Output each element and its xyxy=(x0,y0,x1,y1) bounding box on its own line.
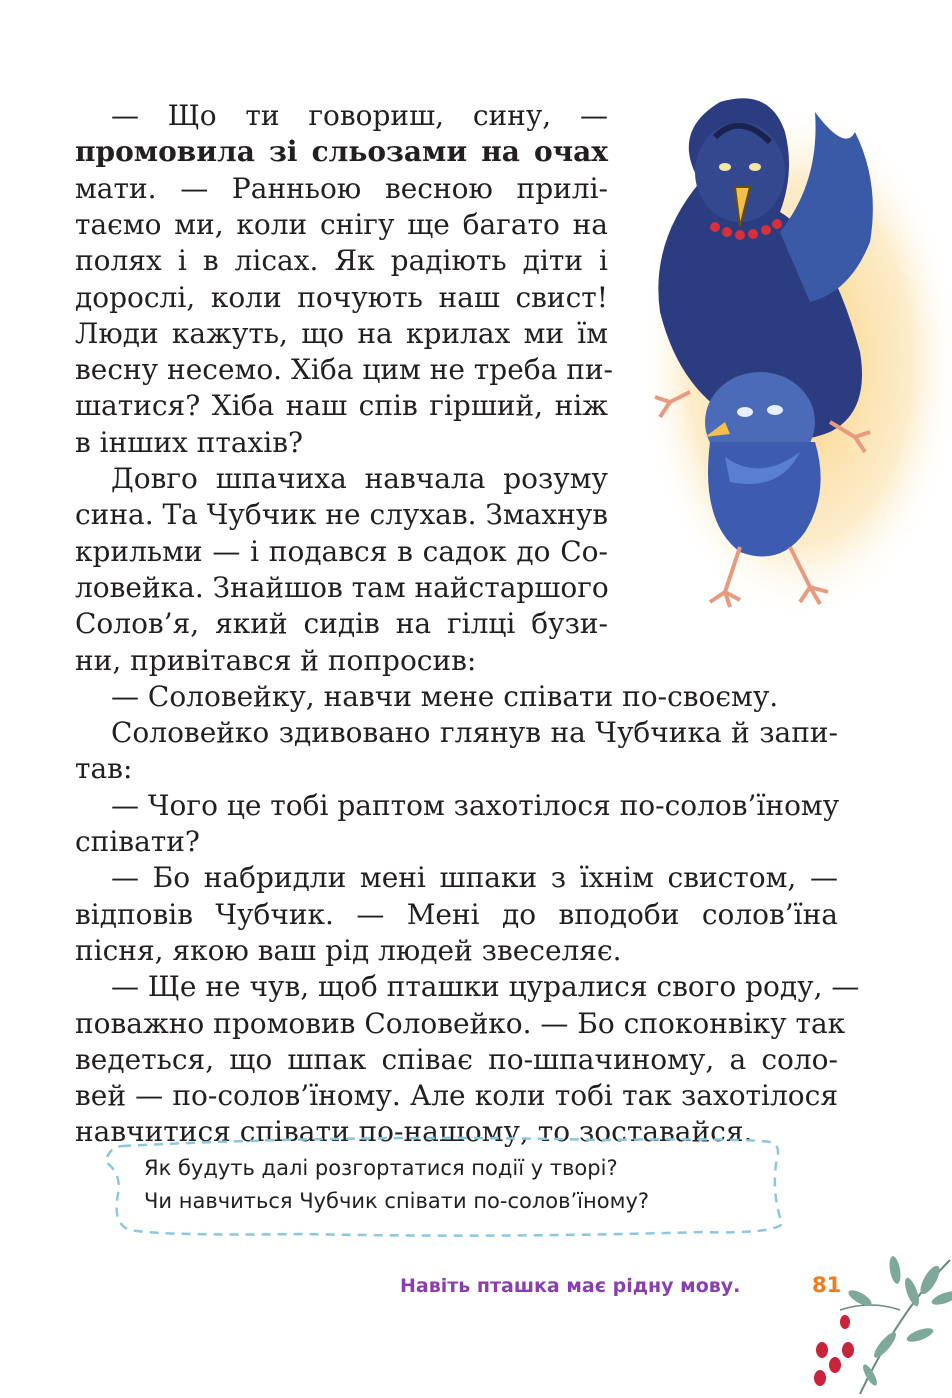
story-line xyxy=(75,316,608,352)
story-line xyxy=(111,98,608,134)
story-line xyxy=(75,1042,838,1078)
text-segment: тав: xyxy=(75,752,133,786)
story-line xyxy=(75,606,608,642)
footer-caption: Навіть пташка має рідну мову. xyxy=(400,1275,741,1297)
story-line xyxy=(75,243,608,279)
berry-branch-icon xyxy=(800,1250,952,1394)
story-line xyxy=(111,860,838,896)
story-line xyxy=(75,134,608,170)
text-segment: таємо ми, коли снігу ще багато на xyxy=(75,207,608,241)
text-segment: крильми — і подався в садок до Со- xyxy=(75,534,608,568)
text-segment: в інших птахів? xyxy=(75,425,304,459)
story-line xyxy=(75,933,838,969)
text-segment: — Що ти говориш, сину, — xyxy=(111,99,608,132)
question-line-2: Чи навчиться Чубчик співати по-солов’їному? xyxy=(144,1189,650,1213)
story-line xyxy=(75,280,608,316)
story-line xyxy=(111,679,838,715)
text-segment: — Соловейку, навчи мене співати по-своєму. xyxy=(111,679,779,713)
story-line xyxy=(111,969,860,1005)
text-segment: навчитися співати по-нашому, то зоставайся. xyxy=(75,1115,753,1149)
story-line xyxy=(75,570,608,606)
text-segment: Довго шпачиха навчала розуму xyxy=(111,462,608,495)
text-segment: — Ще не чув, щоб пташки цуралися свого роду, — xyxy=(111,970,860,1004)
text-segment: — Чого це тобі раптом захотілося по-солов’їному xyxy=(111,788,840,822)
story-line xyxy=(111,715,838,751)
text-segment: сина. Та Чубчик не слухав. Змахнув xyxy=(75,498,609,532)
text-segment: — Бо набридли мені шпаки з їхнім свистом, — xyxy=(111,861,838,895)
bold-phrase: промовила зі сльозами на очах xyxy=(75,135,608,169)
text-segment: ни, привітався й попросив: xyxy=(75,643,477,677)
story-line xyxy=(75,897,838,933)
story-line xyxy=(75,643,608,679)
text-segment: відповів Чубчик. — Мені до вподоби солов’їна xyxy=(75,897,838,931)
story-line xyxy=(75,352,614,388)
story-line xyxy=(111,788,838,824)
text-segment: співати? xyxy=(75,825,200,858)
story-line xyxy=(75,824,838,860)
text-segment: полях і в лісах. Як радіють діти і xyxy=(75,244,608,278)
story-line xyxy=(111,461,608,497)
text-segment: Соловейко здивовано глянув на Чубчика й запи- xyxy=(111,716,838,750)
story-line xyxy=(75,497,608,533)
story-line xyxy=(75,1078,838,1114)
question-line-1: Як будуть далі розгортатися події у творі? xyxy=(144,1156,618,1180)
text-segment: пісня, якою ваш рід людей звеселяє. xyxy=(75,933,622,967)
question-box xyxy=(102,1134,786,1238)
story-line xyxy=(75,751,838,787)
text-segment: ведеться, що шпак співає по-шпачиному, а соло- xyxy=(75,1042,838,1076)
story-line xyxy=(75,388,608,424)
story-line xyxy=(75,425,608,461)
text-segment: мати. — Ранньою весною прилі- xyxy=(75,171,608,205)
text-segment: Люди кажуть, що на крилах ми їм xyxy=(75,316,608,350)
text-segment: шатися? Хіба наш спів гірший, ніж xyxy=(75,389,608,423)
text-segment: ловейка. Знайшов там найстаршого xyxy=(75,570,609,604)
text-segment: весну несемо. Хіба цим не треба пи- xyxy=(75,353,614,387)
story-line xyxy=(75,1006,846,1042)
starlings-illustration xyxy=(630,92,952,632)
text-segment: Солов’я, який сидів на гілці бузи- xyxy=(75,607,608,641)
text-segment: поважно промовив Соловейко. — Бо споконвіку так xyxy=(75,1006,846,1040)
story-line xyxy=(75,207,608,243)
story-line xyxy=(75,171,608,207)
page-number: 81 xyxy=(812,1273,842,1297)
text-segment: вей — по-солов’їному. Але коли тобі так захотілося xyxy=(75,1079,838,1113)
text-segment: дорослі, коли почують наш свист! xyxy=(75,280,608,314)
story-line xyxy=(75,534,608,570)
